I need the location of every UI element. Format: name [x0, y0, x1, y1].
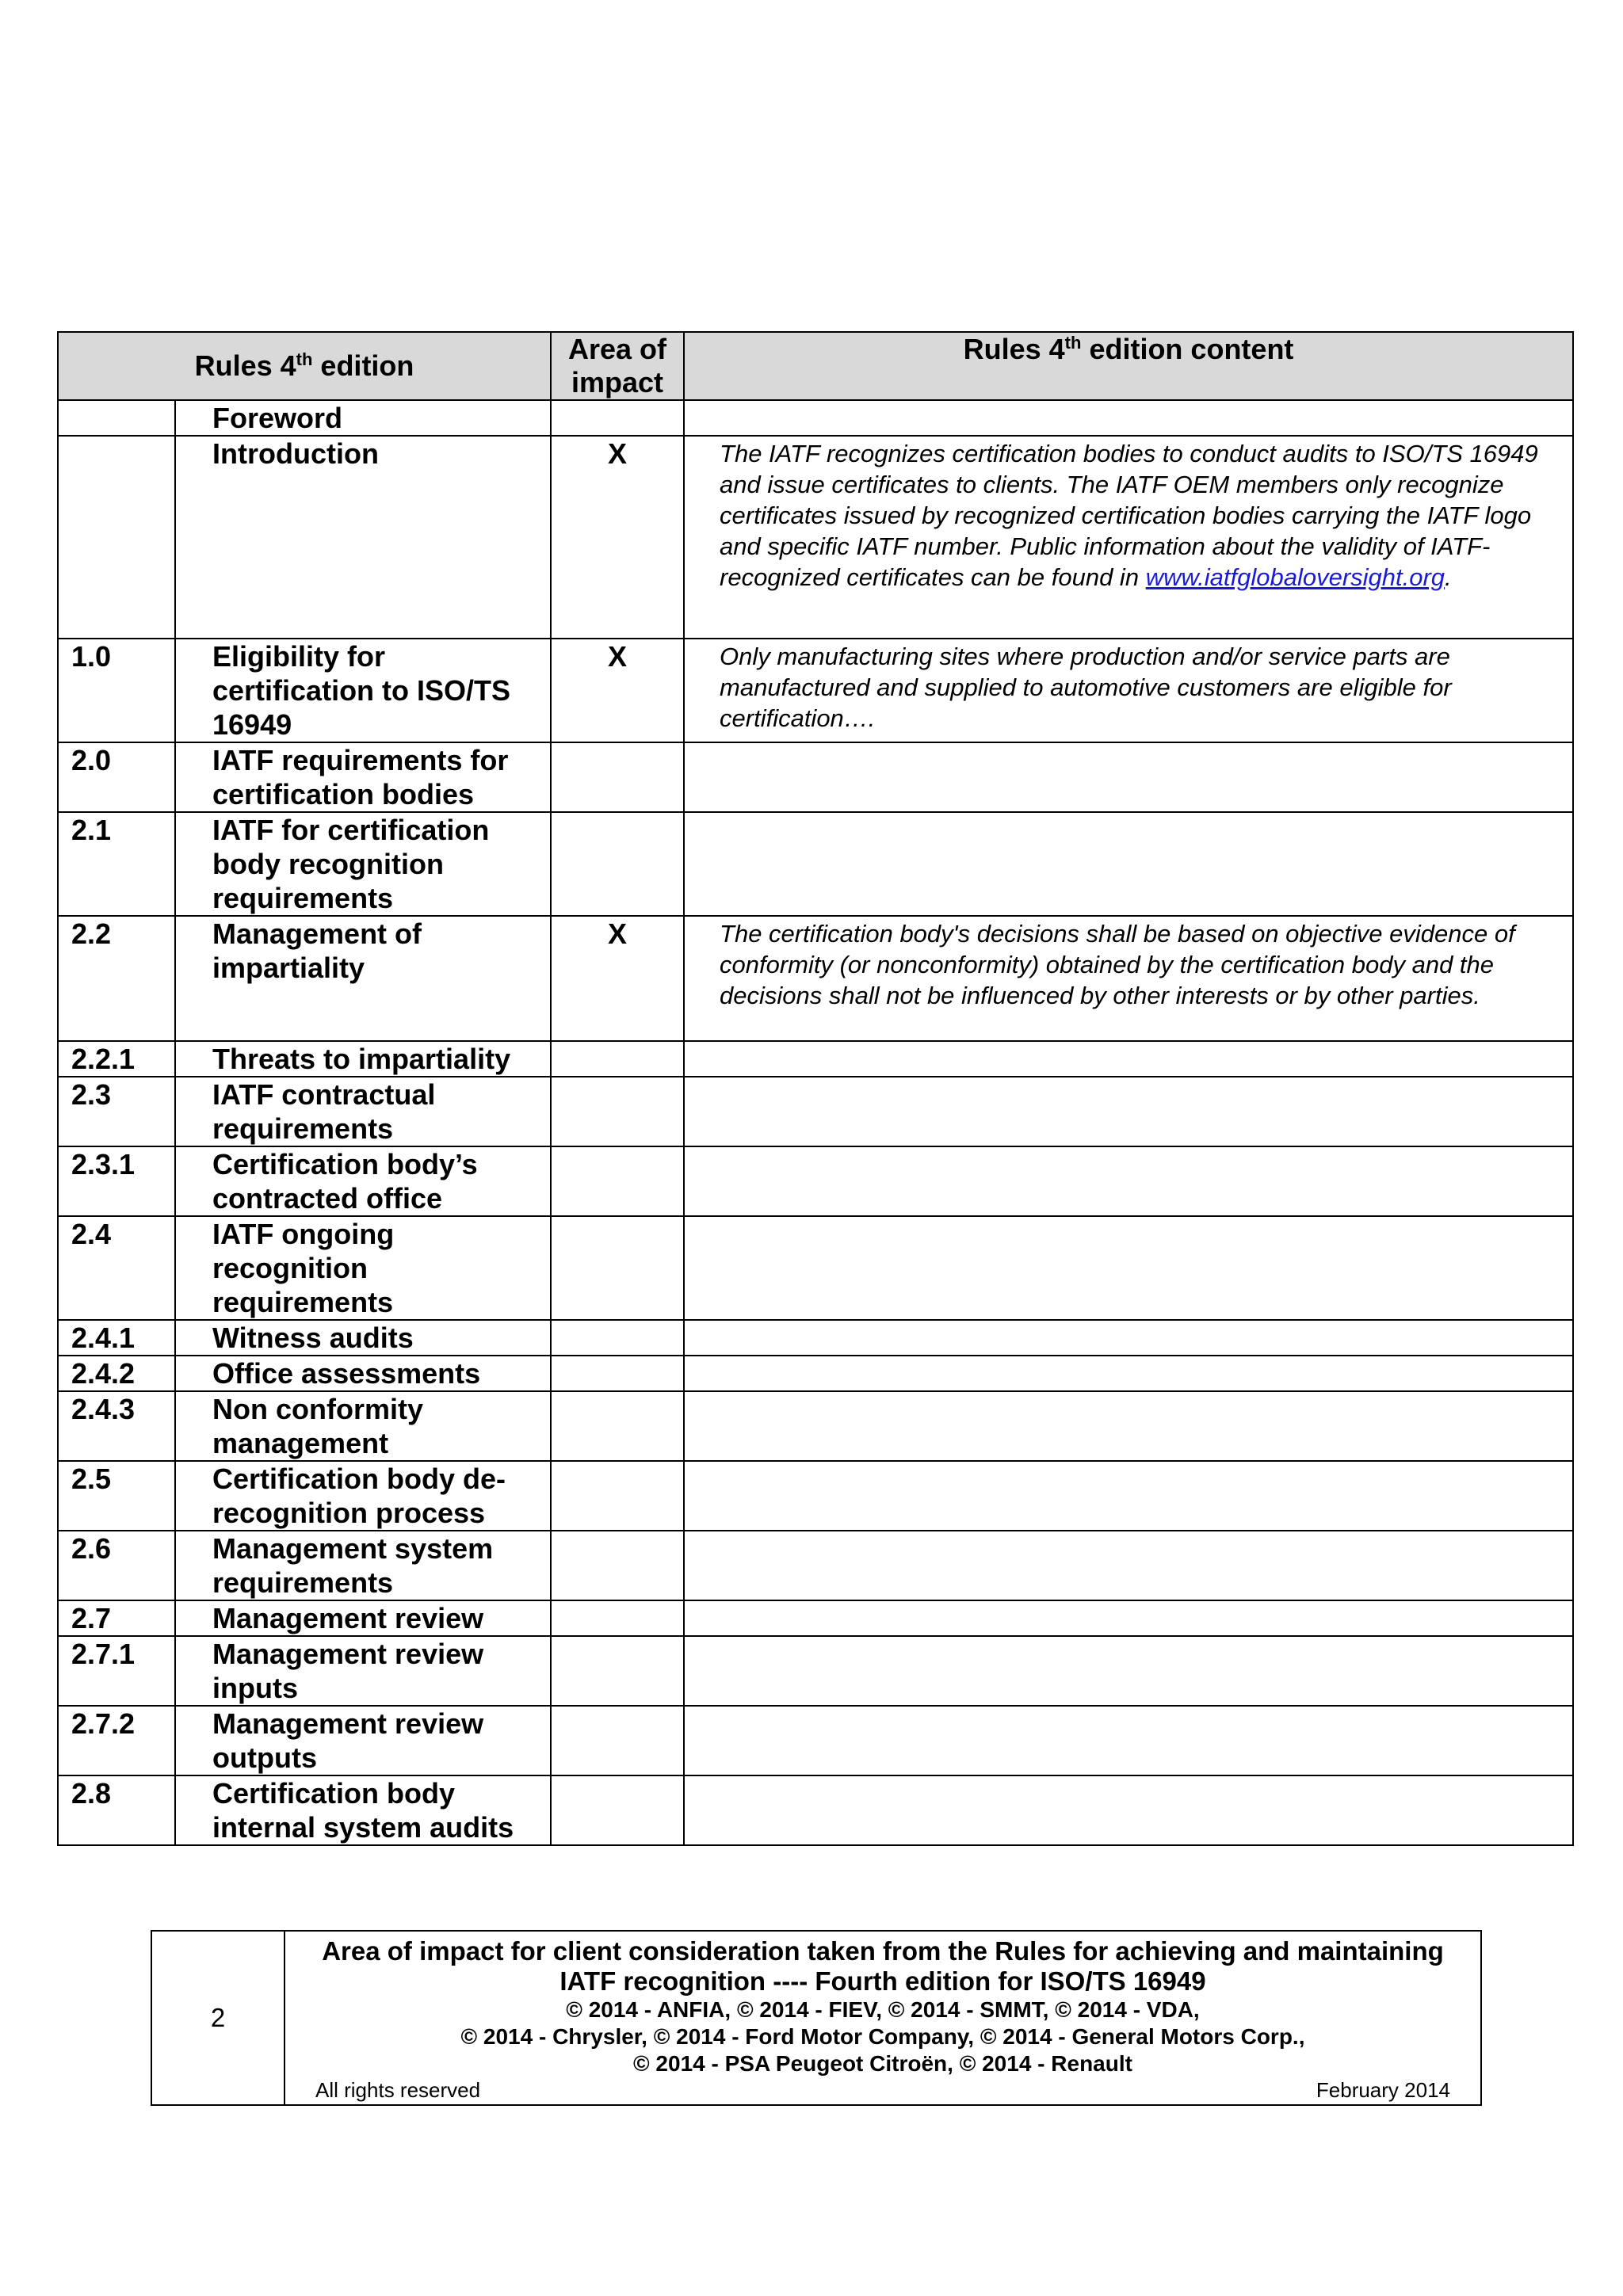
page-footer [151, 1930, 1482, 2106]
content-cell [684, 436, 1573, 639]
content-cell [684, 742, 1573, 812]
section-title: IATF for certification body recognition requirements [175, 812, 551, 916]
table-header-row [58, 332, 1573, 400]
content-cell [684, 1391, 1573, 1461]
content-cell [684, 1077, 1573, 1146]
impact-mark [551, 1531, 684, 1600]
table-row [58, 1041, 1573, 1077]
content-cell [684, 812, 1573, 916]
section-title: Introduction [175, 436, 551, 639]
section-number: 2.4 [58, 1216, 175, 1320]
section-number: 2.5 [58, 1461, 175, 1531]
footer-copyright [285, 1997, 1480, 2077]
section-number: 2.7.2 [58, 1706, 175, 1775]
impact-mark [551, 1391, 684, 1461]
section-title: Witness audits [175, 1320, 551, 1356]
section-title: Non conformity management [175, 1391, 551, 1461]
table-row [58, 812, 1573, 916]
section-title: IATF contractual requirements [175, 1077, 551, 1146]
section-number: 2.3.1 [58, 1146, 175, 1216]
table-row [58, 1077, 1573, 1146]
footer-bottom-line [315, 2077, 1450, 2103]
content-cell [684, 1356, 1573, 1391]
section-title: Certification body’s contracted office [175, 1146, 551, 1216]
table-row [58, 1775, 1573, 1845]
header-edition-content: Rules 4th edition content [684, 332, 1573, 400]
table-row [58, 1216, 1573, 1320]
impact-mark [551, 1600, 684, 1636]
footer-title-line1: Area of impact for client consideration taken from the Rules for achieving and maintaining [322, 1936, 1444, 1966]
section-number: 2.6 [58, 1531, 175, 1600]
section-number: 2.8 [58, 1775, 175, 1845]
section-title: Foreword [175, 400, 551, 436]
section-number: 2.3 [58, 1077, 175, 1146]
all-rights-reserved: All rights reserved [315, 2078, 481, 2102]
table-row [58, 639, 1573, 742]
section-title: Management review outputs [175, 1706, 551, 1775]
impact-mark: X [551, 639, 684, 742]
content-cell [684, 1600, 1573, 1636]
section-title: Threats to impartiality [175, 1041, 551, 1077]
content-cell [684, 1041, 1573, 1077]
section-title: Management system requirements [175, 1531, 551, 1600]
section-number: 2.7.1 [58, 1636, 175, 1706]
section-number [58, 436, 175, 639]
impact-mark [551, 1461, 684, 1531]
footer-title-line2: IATF recognition ---- Fourth edition for ISO/TS 16949 [559, 1966, 1206, 1996]
content-cell [684, 400, 1573, 436]
section-title: Certification body internal system audits [175, 1775, 551, 1845]
table-row [58, 436, 1573, 639]
section-title: Management review [175, 1600, 551, 1636]
table-row [58, 1356, 1573, 1391]
impact-mark [551, 400, 684, 436]
impact-mark [551, 1216, 684, 1320]
content-text: The IATF recognizes certification bodies to conduct audits to ISO/TS 16949 and issue certificates to clients. The IATF OEM members only recognize certificates issued by recognized certification bodies carrying the IATF logo and specific IATF number. Public information about the validity of IATF-recognized certificates can be found in [720, 440, 1538, 591]
content-cell [684, 1146, 1573, 1216]
section-title: IATF requirements for certification bodies [175, 742, 551, 812]
section-number: 2.0 [58, 742, 175, 812]
content-cell [684, 1461, 1573, 1531]
impact-mark [551, 1320, 684, 1356]
section-title: Management review inputs [175, 1636, 551, 1706]
table-row [58, 1531, 1573, 1600]
impact-mark [551, 1636, 684, 1706]
section-title: IATF ongoing recognition requirements [175, 1216, 551, 1320]
iatf-website-link[interactable]: www.iatfglobaloversight.org [1145, 563, 1445, 591]
section-number: 2.1 [58, 812, 175, 916]
table-row [58, 742, 1573, 812]
impact-mark [551, 1775, 684, 1845]
table-row [58, 1461, 1573, 1531]
page-number: 2 [151, 1931, 285, 2105]
copyright-line2: © 2014 - Chrysler, © 2014 - Ford Motor Company, © 2014 - General Motors Corp., [460, 2024, 1305, 2049]
table-row [58, 916, 1573, 1041]
impact-mark [551, 1146, 684, 1216]
impact-mark [551, 742, 684, 812]
section-title: Certification body de-recognition process [175, 1461, 551, 1531]
impact-mark [551, 1041, 684, 1077]
section-title: Office assessments [175, 1356, 551, 1391]
content-cell [684, 1531, 1573, 1600]
impact-mark [551, 1706, 684, 1775]
impact-mark [551, 1077, 684, 1146]
section-number: 1.0 [58, 639, 175, 742]
content-cell [684, 1636, 1573, 1706]
footer-body [285, 1931, 1481, 2105]
section-title: Management of impartiality [175, 916, 551, 1041]
copyright-line1: © 2014 - ANFIA, © 2014 - FIEV, © 2014 - SMMT, © 2014 - VDA, [566, 1997, 1200, 2022]
table-row [58, 1320, 1573, 1356]
impact-mark [551, 1356, 684, 1391]
section-title: Eligibility for certification to ISO/TS 16949 [175, 639, 551, 742]
footer-date: February 2014 [1316, 2078, 1450, 2102]
content-cell: Only manufacturing sites where production and/or service parts are manufactured and supplied to automotive customers are eligible for certification…. [684, 639, 1573, 742]
content-cell: The certification body's decisions shall be based on objective evidence of conformity (or nonconformity) obtained by the certification body and the decisions shall not be influenced by other interests or by other parties. [684, 916, 1573, 1041]
content-cell [684, 1706, 1573, 1775]
table-row [58, 1600, 1573, 1636]
copyright-line3: © 2014 - PSA Peugeot Citroën, © 2014 - Renault [633, 2051, 1132, 2076]
header-area-of-impact: Area of impact [551, 332, 684, 400]
content-cell [684, 1216, 1573, 1320]
table-row [58, 1391, 1573, 1461]
section-number: 2.4.1 [58, 1320, 175, 1356]
rules-comparison-table [57, 331, 1574, 1846]
table-row [58, 1636, 1573, 1706]
impact-mark: X [551, 436, 684, 639]
footer-title [285, 1932, 1480, 1997]
content-end: . [1445, 563, 1452, 591]
table-row [58, 400, 1573, 436]
impact-mark [551, 812, 684, 916]
table-row [58, 1706, 1573, 1775]
section-number: 2.2.1 [58, 1041, 175, 1077]
header-rules-edition: Rules 4th edition [58, 332, 551, 400]
section-number: 2.4.2 [58, 1356, 175, 1391]
content-cell [684, 1775, 1573, 1845]
impact-mark: X [551, 916, 684, 1041]
section-number [58, 400, 175, 436]
content-cell [684, 1320, 1573, 1356]
table-row [58, 1146, 1573, 1216]
section-number: 2.2 [58, 916, 175, 1041]
section-number: 2.7 [58, 1600, 175, 1636]
section-number: 2.4.3 [58, 1391, 175, 1461]
